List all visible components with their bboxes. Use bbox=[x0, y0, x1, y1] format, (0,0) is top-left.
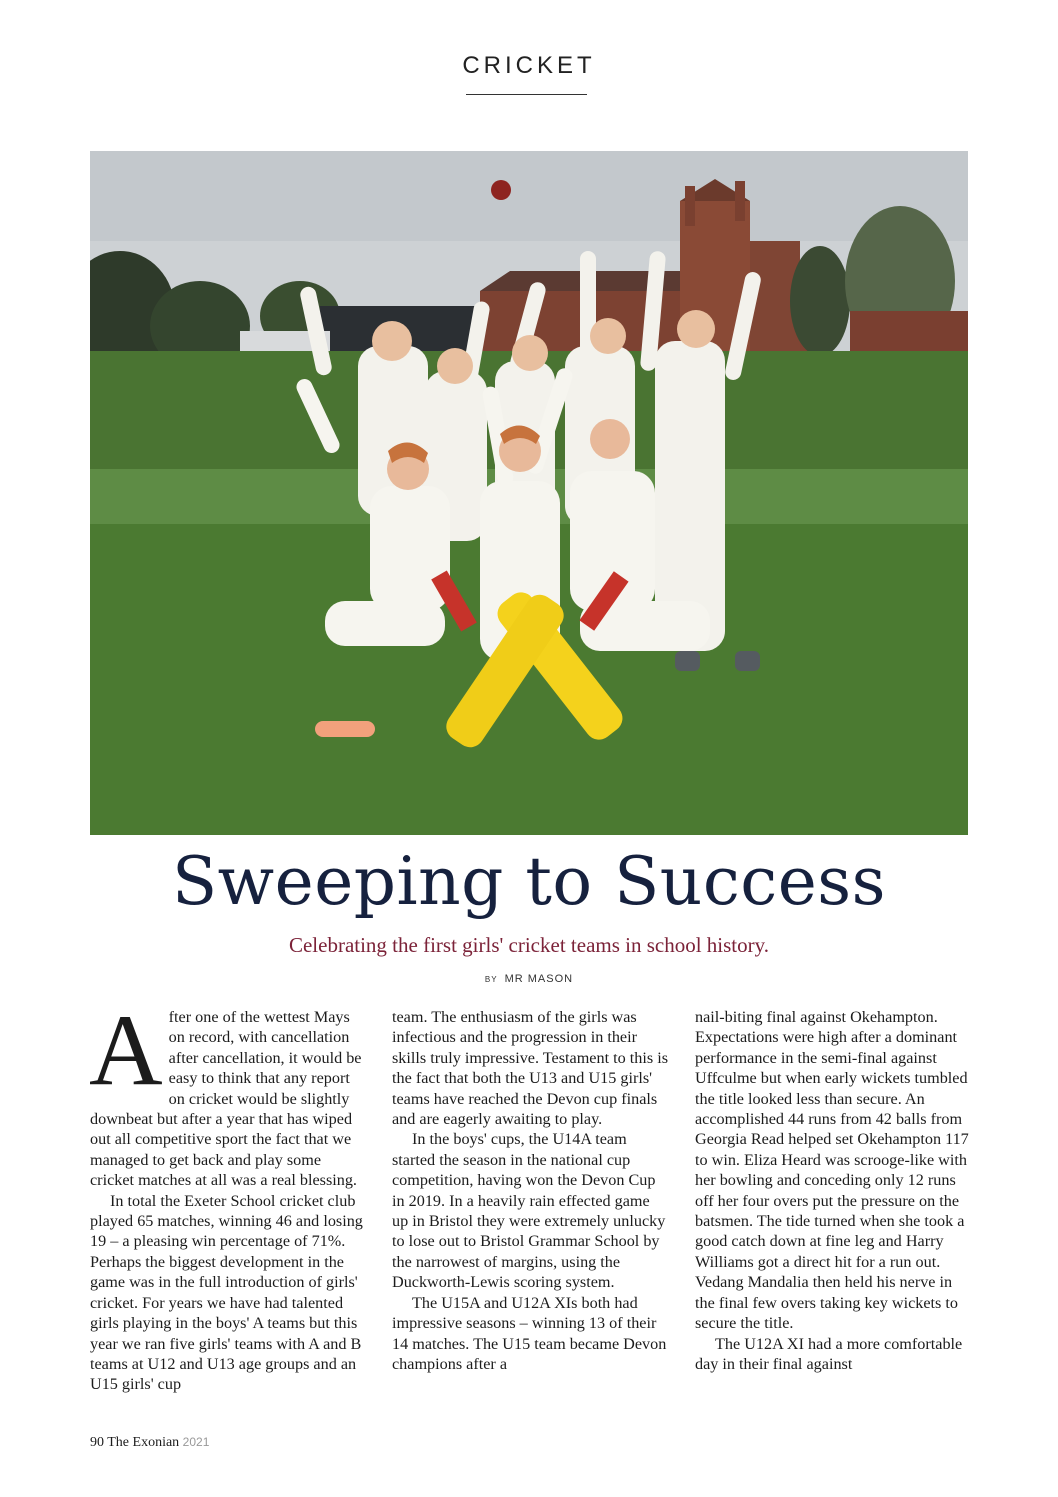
article-paragraph: nail-biting final against Okehampton. Expectations were high after a dominant performance in the semi-final against Uffculme but when early wickets tumbled the title looked less than secure. An accomplished 44 runs from 42 balls from Georgia Read helped set Okehampton 117 to win. Eliza Heard was scrooge-like with her bowling and conceding only 12 runs off her four overs put the pressure on the batsmen. The tide turned when she took a good catch down at fine leg and Harry Williams got a direct hit for a run out. Vedang Mandalia then held his nerve in the final few overs taking key wickets to secure the title. bbox=[695, 1008, 969, 1333]
paragraph-text: fter one of the wettest Mays on record, with cancellation after cancellation, it would be easy to think that any report on cricket would be slightly downbeat but after a year that has wiped out all competitive sport the fact that we managed to get back and play some cricket matches at all was a real blessing. bbox=[90, 1008, 362, 1190]
publication-name: The Exonian bbox=[107, 1435, 180, 1450]
article-headline: Sweeping to Success bbox=[171, 843, 887, 920]
article-column-3 bbox=[695, 1007, 971, 1374]
byline-author: MR MASON bbox=[504, 973, 574, 985]
article-paragraph: The U12A XI had a more comfortable day in their final against bbox=[695, 1334, 963, 1373]
article-paragraph: In total the Exeter School cricket club played 65 matches, winning 46 and losing 19 – a pleasing win percentage of 71%. Perhaps the biggest development in the game was in the full introduction of girls' cricket. For years we have had talented girls playing in the boys' A teams but this year we ran five girls' teams with A and B teams at U12 and U13 age groups and an U15 girls' cup bbox=[90, 1191, 363, 1394]
page-number: 90 bbox=[90, 1435, 104, 1450]
publication-year: 2021 bbox=[182, 1435, 210, 1449]
byline-prefix: BY bbox=[484, 975, 498, 984]
article-paragraph: The U15A and U12A XIs both had impressive seasons – winning 13 of their 14 matches. The U15 team became Devon champions after a bbox=[392, 1293, 667, 1373]
article-paragraph bbox=[89, 994, 366, 1191]
article-paragraph: In the boys' cups, the U14A team started the season in the national cup competition, having won the Devon Cup in 2019. In a heavily rain effected game up in Bristol they were extremely unlucky to lose out to Bristol Grammar School by the narrowest of margins, using the Duckworth-Lewis scoring system. bbox=[392, 1130, 666, 1292]
article-subtitle: Celebrating the first girls' cricket teams in school history. bbox=[288, 933, 770, 957]
section-rule bbox=[466, 94, 587, 95]
drop-cap: A bbox=[89, 994, 163, 1107]
page-footer bbox=[90, 1435, 209, 1451]
section-heading: CRICKET bbox=[462, 52, 596, 79]
byline bbox=[0, 973, 1058, 985]
article-column-1 bbox=[89, 994, 366, 1395]
article-column-2 bbox=[392, 1007, 668, 1374]
team-photo bbox=[90, 151, 968, 835]
article-paragraph: team. The enthusiasm of the girls was infectious and the progression in their skills truly impressive. Testament to this is the fact that both the U13 and U15 girls' teams have reached the Devon cup finals and are eagerly awaiting to play. bbox=[392, 1008, 668, 1129]
